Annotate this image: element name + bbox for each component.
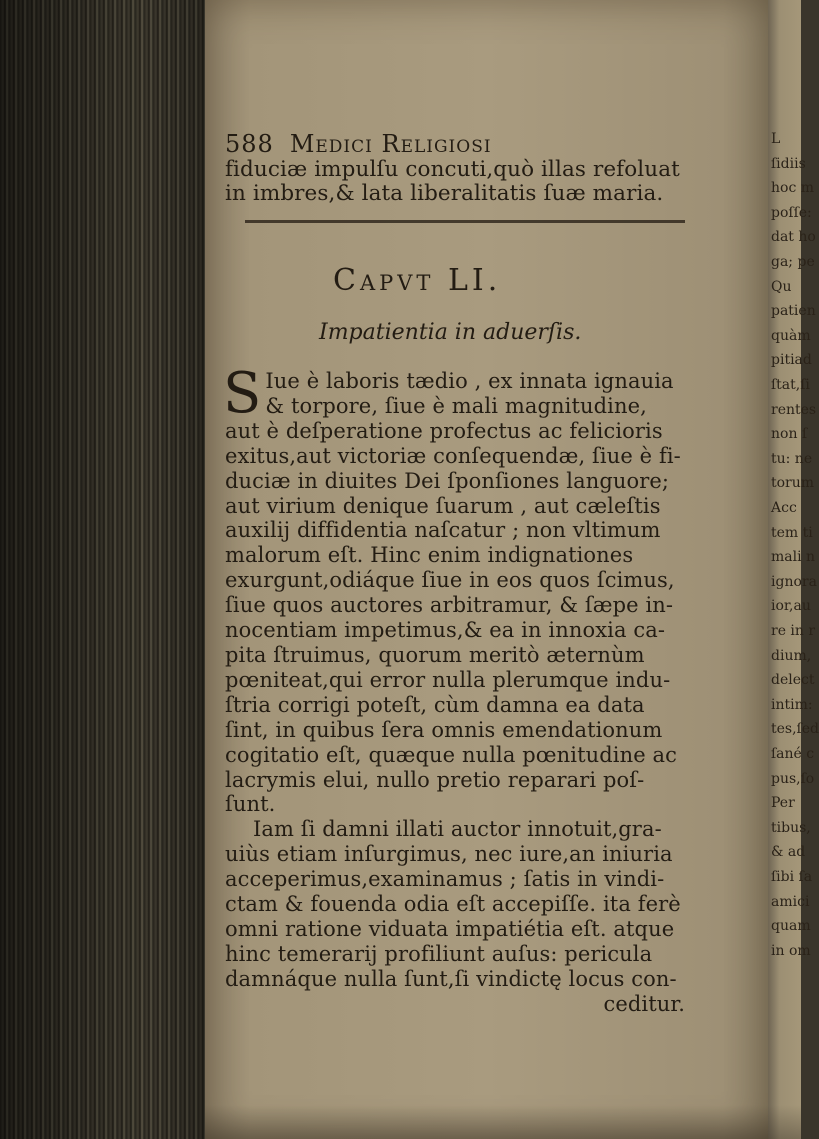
facing-page-fragment: re in r <box>771 623 816 639</box>
text-line: Iue è laboris tædio , ex innata ignauia <box>265 369 674 393</box>
text-line: ſtria corrigi poteſt, cùm damna ea data <box>225 692 645 717</box>
facing-page-fragment: intim: <box>771 696 813 713</box>
text-line: aut virium denique ſuarum , aut cæleſtis <box>225 493 661 518</box>
text-line: omni ratione viduata impatiétia eſt. atque <box>225 916 675 941</box>
chapter-body <box>223 361 755 1017</box>
facing-page-fragment: amici <box>771 893 810 910</box>
facing-page-fragment: & ad <box>771 844 806 861</box>
facing-page-fragment: quàm <box>771 327 811 344</box>
chapter-subtitle: Impatientia in aduerſis. <box>319 320 582 345</box>
facing-page-fragment: Qu <box>771 278 792 295</box>
text-line: nocentiam impetimus,& ea in innoxia ca- <box>225 618 666 643</box>
running-title: Medici Religiosi <box>289 130 492 158</box>
book-page <box>205 0 768 1139</box>
facing-page-fragment: ſané c <box>771 746 815 762</box>
text-line: cogitatio eſt, quæque nulla pœnitudine ac <box>225 742 678 767</box>
text-line: lacrymis elui, nullo pretio reparari poſ- <box>225 767 645 792</box>
text-line: acceperimus,examinamus ; ſatis in vindi- <box>225 867 665 892</box>
text-line: duciæ in diuites Dei ſponſiones languore; <box>225 468 670 493</box>
text-line: aut è deſperatione profectus ac felicioris <box>225 418 663 443</box>
facing-page-fragment: ior,au <box>771 598 811 615</box>
facing-page-fragment: ignora <box>771 573 817 590</box>
text-line: ſunt. <box>225 792 276 817</box>
spine-shadow <box>0 0 205 1139</box>
text-line: ſiue quos auctores arbitramur, & ſæpe in- <box>225 593 674 618</box>
facing-page-fragment: hoc m <box>771 180 815 197</box>
text-line: hinc temerarij profiliunt auſus: pericula <box>225 941 653 966</box>
facing-page-fragment: dat ho <box>771 229 816 246</box>
paragraph-1 <box>223 361 755 817</box>
facing-page-fragment: delect <box>771 672 815 689</box>
text-line: pita ſtruimus, quorum meritò æternùm <box>225 642 645 667</box>
page-bottom-shadow <box>205 1105 801 1139</box>
running-head <box>225 130 755 158</box>
chapter-title: Capvt LI. <box>333 263 502 298</box>
facing-page-fragment: tem ti <box>771 524 813 541</box>
facing-page-fragment: rentes <box>771 401 817 418</box>
facing-page-fragment: quam <box>771 918 811 935</box>
page-number: 588 <box>225 130 274 158</box>
paragraph-2 <box>225 817 755 1016</box>
text-line: exurgunt,odiáque ſiue in eos quos ſcimus, <box>225 568 675 593</box>
text-line: ctam & fouenda odia eſt accepiſſe. ita ferè <box>225 892 681 917</box>
drop-cap: S <box>223 361 262 426</box>
page-content <box>225 130 755 1017</box>
text-line: & torpore, ſiue è mali magnitudine, <box>265 393 647 418</box>
facing-page-fragment: tu: ne <box>771 450 813 467</box>
text-line: exitus,aut victoriæ conſequendæ, ſiue è fi- <box>225 443 681 468</box>
facing-page-fragment: pus,ſo <box>771 770 815 787</box>
facing-page-fragment: tes,ſed <box>771 721 819 738</box>
facing-page-fragment: patien <box>771 303 816 320</box>
text-line: Iam ſi damni illati auctor innotuit,gra- <box>253 817 662 842</box>
facing-page-fragment: ſibi ſa <box>771 869 813 885</box>
catchword: ceditur. <box>603 991 685 1016</box>
text-line: ſint, in quibus ſera omnis emendationum <box>225 717 663 742</box>
text-line: pœniteat,qui error nulla plerumque indu- <box>225 667 671 692</box>
facing-page-fragment: dium, <box>771 647 812 664</box>
facing-page-fragment: ſtat,ſi <box>771 377 810 393</box>
facing-page <box>768 0 819 1139</box>
facing-page-fragment: Acc <box>771 500 797 516</box>
facing-page-fragment: tibus, <box>771 819 811 836</box>
facing-page-fragment: in om <box>771 942 811 959</box>
section-rule <box>245 220 685 223</box>
facing-page-fragment: Per <box>771 795 795 812</box>
text-line: malorum eſt. Hinc enim indignationes <box>225 543 634 568</box>
text-line: uiùs etiam inſurgimus, nec iure,an iniuria <box>225 842 673 867</box>
facing-page-fragment: torum <box>771 475 815 492</box>
facing-page-fragment: mali n <box>771 549 816 566</box>
facing-page-fragment: L <box>771 131 781 147</box>
facing-page-fragment: ſidiis <box>771 155 806 172</box>
facing-page-fragment: poſſe: <box>771 204 812 221</box>
facing-page-fragment: pitiad <box>771 352 812 369</box>
facing-page-fragment: non ſ <box>771 426 808 443</box>
text-line: damnáque nulla ſunt,ſi vindictę locus con- <box>225 966 677 991</box>
facing-page-fragment: ga; pe <box>771 254 815 270</box>
text-line: in imbres,& lata liberalitatis ſuæ maria. <box>225 181 664 206</box>
intro-text <box>225 158 755 206</box>
text-line: fiduciæ impulſu concuti,quò illas refoluat <box>225 157 680 182</box>
text-line: auxilij diffidentia naſcatur ; non vltimum <box>225 518 661 543</box>
